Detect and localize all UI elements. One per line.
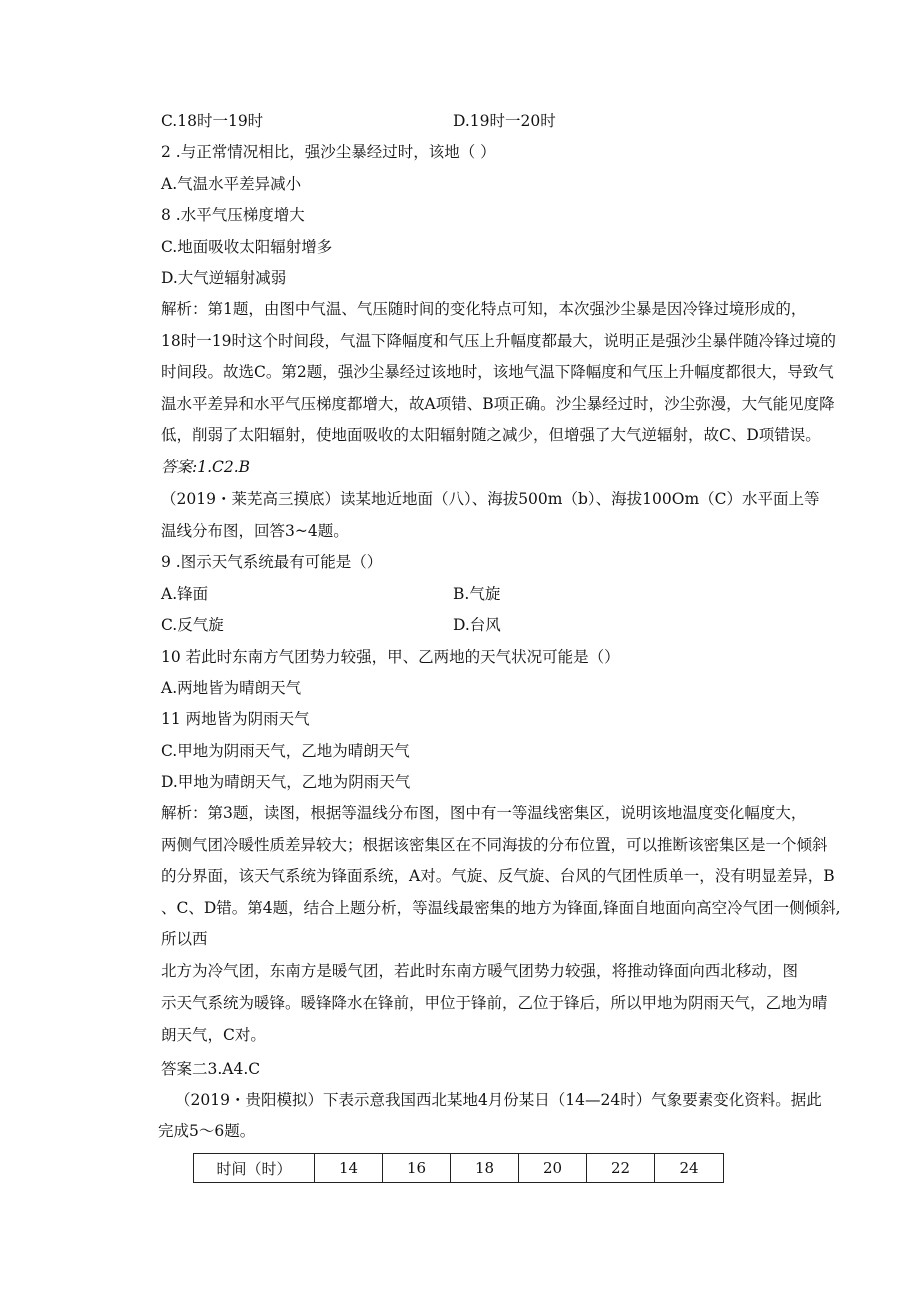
- analysis-2b-line: 北方为冷气团，东南方是暖气团，若此时东南方暖气团势力较强，将推动锋面向西北移动，图: [161, 962, 798, 980]
- q4-option-d: D.甲地为晴朗天气，乙地为阴雨天气: [161, 773, 411, 791]
- table-cell: 24: [655, 1154, 724, 1183]
- q4-stem: 10 若此时东南方气团势力较强，甲、乙两地的天气状况可能是（）: [161, 648, 620, 666]
- intro-3-line: 完成5～6题。: [158, 1122, 256, 1140]
- table-cell: 20: [519, 1154, 587, 1183]
- weather-data-table: [193, 1153, 724, 1183]
- table-header-cell: 时间（时）: [194, 1154, 315, 1183]
- q3-option-b: B.气旋: [453, 585, 501, 603]
- analysis-2-line: 解析：第3题，读图，根据等温线分布图，图中有一等温线密集区，说明该地温度变化幅度大，: [161, 804, 807, 822]
- q2-option-b: 8 .水平气压梯度增大: [161, 206, 305, 224]
- analysis-1-line: 温水平差异和水平气压梯度都增大，故A项错、B项正确。沙尘暴经过时，沙尘弥漫，大气能见度降: [161, 395, 835, 413]
- analysis-2-line: 的分界面，该天气系统为锋面系统，A对。气旋、反气旋、台风的气团性质单一，没有明显差异，B: [161, 867, 835, 885]
- q3-option-d: D.台风: [453, 616, 501, 634]
- analysis-1-line: 时间段。故选C。第2题，强沙尘暴经过该地时，该地气温下降幅度和气压上升幅度都很大，导致气: [161, 363, 834, 381]
- intro-2-line: 温线分布图，回答3~4题。: [161, 522, 349, 540]
- table-cell: 18: [451, 1154, 519, 1183]
- analysis-2-line: 两侧气团冷暖性质差异较大；根据该密集区在不同海拔的分布位置，可以推断该密集区是一个倾斜: [161, 836, 828, 854]
- analysis-1-line: 18时一19时这个时间段，气温下降幅度和气压上升幅度都最大，说明正是强沙尘暴伴随冷锋过境的: [161, 332, 836, 350]
- table-cell: 22: [587, 1154, 655, 1183]
- q4-option-a: A.两地皆为晴朗天气: [161, 679, 302, 697]
- intro-3-line: （2019・贵阳模拟）下表示意我国西北某地4月份某日（14—24时）气象要素变化资料。据此: [175, 1091, 822, 1109]
- answer-1: 答案:1.C2.B: [161, 458, 251, 476]
- table-cell: 16: [383, 1154, 451, 1183]
- table-cell: 14: [315, 1154, 383, 1183]
- analysis-1-line: 低，削弱了太阳辐射，使地面吸收的太阳辐射随之减少，但增强了大气逆辐射，故C、D项错误。: [161, 426, 821, 444]
- q2-option-a: A.气温水平差异减小: [161, 175, 302, 193]
- q2-stem: 2 .与正常情况相比，强沙尘暴经过时，该地（ ）: [161, 143, 496, 161]
- answer-2: 答案二3.A4.C: [161, 1060, 261, 1078]
- q4-option-b: 11 两地皆为阴雨天气: [161, 710, 310, 728]
- analysis-2-line: 、C、D错。第4题，结合上题分析，等温线最密集的地方为锋面,锋面自地面向高空冷气团一侧倾斜,: [161, 899, 841, 917]
- analysis-2b-line: 示天气系统为暖锋。暖锋降水在锋前，甲位于锋前，乙位于锋后，所以甲地为阴雨天气，乙地为晴: [161, 994, 828, 1012]
- q1-option-c: C.18时一19时: [161, 112, 264, 130]
- q3-option-a: A.锋面: [161, 585, 209, 603]
- q3-option-c: C.反气旋: [161, 616, 224, 634]
- q1-option-d: D.19时一20时: [453, 112, 556, 130]
- intro-2-line: （2019・莱芜高三摸底）读某地近地面（八）、海拔500m（b）、海拔100Om（C）水平面上等: [161, 490, 820, 508]
- table-row: [194, 1154, 724, 1183]
- q2-option-d: D.大气逆辐射减弱: [161, 269, 287, 287]
- q4-option-c: C.甲地为阴雨天气，乙地为晴朗天气: [161, 742, 410, 760]
- q3-stem: 9 .图示天气系统最有可能是（）: [161, 553, 383, 571]
- analysis-1-line: 解析：第1题，由图中气温、气压随时间的变化特点可知，本次强沙尘暴是因冷锋过境形成的，: [161, 300, 807, 318]
- q2-option-c: C.地面吸收太阳辐射增多: [161, 238, 333, 256]
- analysis-2b-line: 朗天气，C对。: [161, 1026, 266, 1044]
- analysis-2-line: 所以西: [161, 930, 208, 948]
